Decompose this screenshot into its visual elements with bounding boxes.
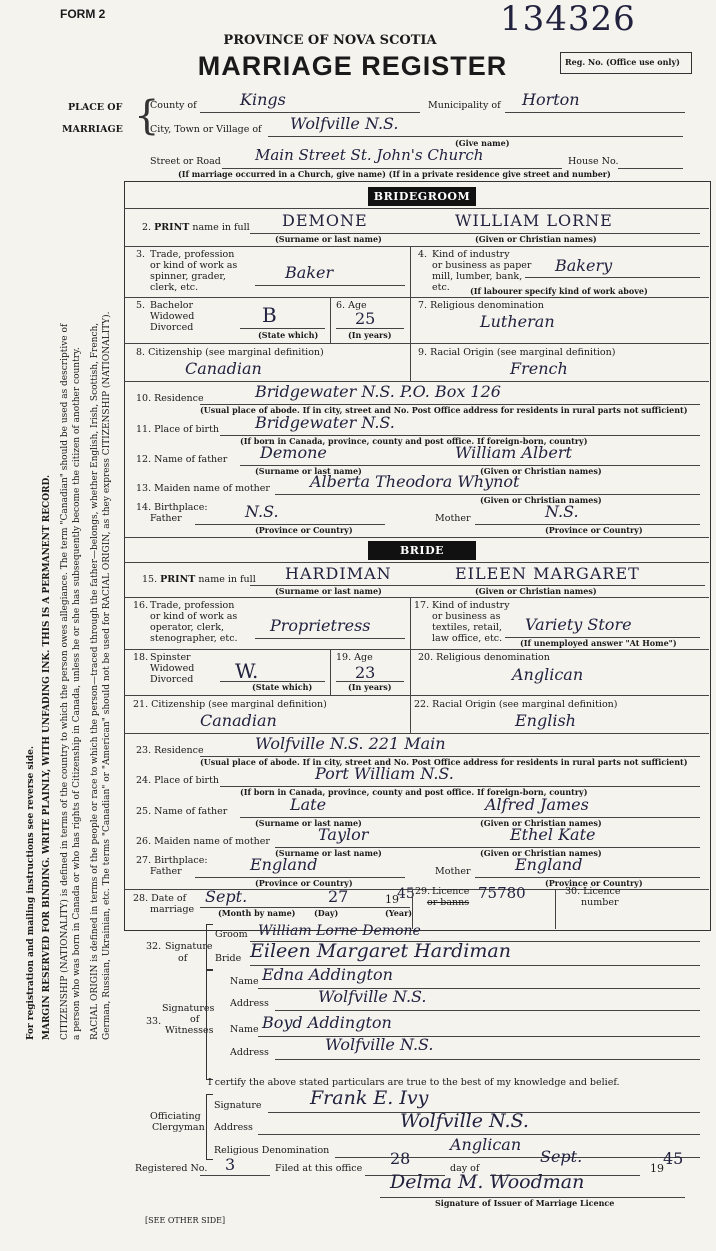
give-name-caption: (Give name)	[455, 138, 510, 148]
f2-label: 2. PRINT name in full	[142, 222, 250, 233]
bride-state-caption: (State which)	[252, 682, 313, 692]
groom-father-surname: Demone	[260, 443, 327, 462]
w1-address-label: Address	[230, 998, 269, 1009]
filed-year: 45	[663, 1149, 684, 1168]
groom-given: WILLIAM LORNE	[455, 211, 613, 230]
f16-l2: or kind of work as	[150, 611, 238, 622]
clergy-religion-label: Religious Denomination	[214, 1145, 330, 1156]
clergy-address: Wolfville N.S.	[400, 1110, 529, 1132]
f5-l2: Widowed	[150, 311, 195, 322]
bride-trade: Proprietress	[270, 616, 371, 635]
city-value: Wolfville N.S.	[290, 114, 399, 133]
clergy-address-label: Address	[214, 1122, 253, 1133]
f7-label: 7. Religious denomination	[418, 300, 544, 311]
witness1-address: Wolfville N.S.	[318, 987, 427, 1006]
marriage-day: 27	[328, 887, 349, 906]
bride-father-surname: Late	[290, 795, 327, 814]
f14-label: 14. Birthplace:	[136, 502, 208, 513]
f4-no: 4.	[418, 249, 428, 260]
place-label-2: MARRIAGE	[62, 124, 123, 135]
bride-father-surname-caption: (Surname or last name)	[255, 818, 362, 828]
bride-bar: BRIDE	[368, 541, 476, 560]
f18-l2: Widowed	[150, 663, 195, 674]
bride-racial: English	[515, 711, 576, 730]
father-surname-caption: (Surname or last name)	[255, 466, 362, 476]
groom-age-caption: (In years)	[348, 330, 392, 340]
groom-status: B	[262, 303, 277, 327]
f4-l1: Kind of industry	[432, 249, 510, 260]
f18-l3: Divorced	[150, 674, 194, 685]
bride-status: W.	[235, 659, 259, 683]
f10-label: 10. Residence	[136, 393, 204, 404]
bride-given-caption: (Given or Christian names)	[475, 586, 597, 596]
f17-l2: or business as	[432, 611, 501, 622]
groom-age: 25	[355, 309, 376, 328]
marriage-year-prefix: 19	[385, 893, 399, 906]
clergy-sig-label: Signature	[214, 1100, 262, 1111]
groom-father-birthplace: N.S.	[245, 502, 279, 521]
f17-no: 17.	[414, 600, 430, 611]
bride-age-caption: (In years)	[348, 682, 392, 692]
birthplace-caption: (If born in Canada, province, county and post office. If foreign-born, country)	[240, 436, 588, 446]
f27-mother-label: Mother	[435, 866, 471, 877]
day-caption: (Day)	[314, 908, 339, 918]
marriage-year: 45	[397, 886, 415, 902]
f16-l1: Trade, profession	[150, 600, 235, 611]
f5-l3: Divorced	[150, 322, 194, 333]
groom-birthplace: Bridgewater N.S.	[255, 413, 395, 432]
bride-father-given-caption: (Given or Christian names)	[480, 818, 602, 828]
f14-father-label: Father	[150, 513, 182, 524]
f27-father-label: Father	[150, 866, 182, 877]
f22-label: 22. Racial Origin (see marginal definition)	[414, 699, 618, 710]
bride-mother-given-caption: (Given or Christian names)	[480, 848, 602, 858]
county-value: Kings	[240, 90, 286, 109]
filed-day: 28	[390, 1149, 411, 1168]
f17-l4: law office, etc.	[432, 633, 503, 644]
f6-label: 6. Age	[336, 300, 367, 311]
margin-line-1: For registration and mailing instructions see reverse side.	[26, 745, 36, 1040]
municipality-value: Horton	[522, 90, 580, 109]
groom-surname: DEMONE	[282, 211, 368, 230]
f4-l2: or business as paper	[432, 260, 532, 271]
f21-label: 21. Citizenship (see marginal definition)	[133, 699, 327, 710]
page-title: MARRIAGE REGISTER	[197, 51, 508, 81]
county-label: County of	[150, 100, 197, 111]
filed-label: Filed at this office	[275, 1163, 363, 1174]
f12-label: 12. Name of father	[136, 454, 228, 465]
bride-surname-caption: (Surname or last name)	[275, 586, 382, 596]
licence-value: 75780	[478, 884, 526, 902]
witness2-name: Boyd Addington	[262, 1013, 392, 1032]
groom-citizenship: Canadian	[185, 359, 262, 378]
f3-l3: spinner, grader,	[150, 271, 226, 282]
house-label: House No.	[568, 156, 619, 167]
f33-l2: of	[190, 1014, 200, 1025]
bride-sig-label: Bride	[215, 953, 242, 964]
filed-year-prefix: 19	[650, 1162, 664, 1175]
f32-of: of	[178, 953, 188, 964]
margin-line-2: MARGIN RESERVED FOR BINDING. WRITE PLAINLY, WITH UNFADING INK. THIS IS A PERMANENT RECORD.	[42, 474, 52, 1040]
f3-l2: or kind of work as	[150, 260, 238, 271]
f15-label: 15. PRINT name in full	[142, 574, 256, 585]
officiating-label-2: Clergyman	[152, 1122, 205, 1133]
f3-l4: clerk, etc.	[150, 282, 199, 293]
bride-industry: Variety Store	[525, 615, 632, 634]
groom-trade: Baker	[285, 263, 334, 282]
groom-surname-caption: (Surname or last name)	[275, 234, 382, 244]
bride-surname: HARDIMAN	[285, 564, 392, 583]
f18-no: 18.	[133, 652, 149, 663]
certify-text: I certify the above stated particulars are true to the best of my knowledge and belief.	[208, 1077, 620, 1088]
issuer-signature: Delma M. Woodman	[390, 1171, 585, 1193]
registered-number: 3	[225, 1155, 236, 1174]
f32-label: Signature	[165, 941, 213, 952]
margin-line-6: German, Russian, Ukrainian, etc. The terms "Canadian" or "American" should not be used for RACIAL ORIGIN, as they express CITIZENSHIP (NATIONALITY).	[102, 311, 112, 1040]
mother-given-caption: (Given or Christian names)	[480, 495, 602, 505]
groom-residence: Bridgewater N.S. P.O. Box 126	[255, 382, 501, 401]
bride-birthplace-caption: (If born in Canada, province, county and post office. If foreign-born, country)	[240, 787, 588, 797]
clergy-signature: Frank E. Ivy	[310, 1087, 429, 1109]
f4-l4: etc.	[432, 282, 450, 293]
f30-label-2: number	[581, 897, 619, 908]
witness-bracket	[206, 970, 213, 1080]
registration-number: 134326	[500, 0, 636, 39]
bride-father-given: Alfred James	[485, 795, 589, 814]
f33-no: 33.	[146, 1016, 162, 1027]
margin-line-3: CITIZENSHIP (NATIONALITY) is defined in terms of the country to which the person owes allegiance. The term "Canadian" should be used as descriptive of	[60, 323, 70, 1040]
bride-age: 23	[355, 663, 376, 682]
f28-label-1: 28. Date of	[133, 893, 187, 904]
groom-racial: French	[510, 359, 568, 378]
f29-label: Licence	[432, 886, 470, 897]
f11-label: 11. Place of birth	[136, 424, 220, 435]
f32-no: 32.	[146, 941, 162, 952]
groom-father-given: William Albert	[455, 443, 572, 462]
place-caption: (If marriage occurred in a Church, give name) (If in a private residence give street and number)	[178, 169, 611, 179]
form-number: FORM 2	[60, 7, 106, 21]
bride-birthplace: Port William N.S.	[315, 764, 454, 783]
street-label: Street or Road	[150, 156, 221, 167]
witness1-name: Edna Addington	[262, 965, 393, 984]
father-given-caption: (Given or Christian names)	[480, 466, 602, 476]
street-value: Main Street St. John's Church	[255, 146, 484, 164]
groom-sig-label: Groom	[215, 929, 248, 940]
f25-label: 25. Name of father	[136, 806, 228, 817]
f29-no: 29.	[415, 886, 431, 897]
f29-sublabel: or banns	[427, 897, 470, 908]
f4-caption: (If labourer specify kind of work above)	[470, 286, 648, 296]
place-brace: {	[134, 93, 160, 139]
bride-religion: Anglican	[512, 665, 584, 684]
witness2-address: Wolfville N.S.	[325, 1035, 434, 1054]
f8-label: 8. Citizenship (see marginal definition)	[136, 347, 324, 358]
groom-mother-name: Alberta Theodora Whynot	[310, 472, 520, 491]
day-of-label: day of	[450, 1163, 480, 1174]
f20-label: 20. Religious denomination	[418, 652, 550, 663]
f30-label-1: 30. Licence	[565, 886, 621, 897]
f16-no: 16.	[133, 600, 149, 611]
residence-caption: (Usual place of abode. If in city, street and No. Post Office address for residents in rural parts not sufficient)	[200, 405, 688, 415]
month-caption: (Month by name)	[218, 908, 296, 918]
f18-l1: Spinster	[150, 652, 191, 663]
f27-label: 27. Birthplace:	[136, 855, 208, 866]
bride-citizenship: Canadian	[200, 711, 277, 730]
f33-l3: Witnesses	[165, 1025, 214, 1036]
groom-industry: Bakery	[555, 256, 613, 275]
groom-religion: Lutheran	[480, 312, 555, 331]
f17-l3: textiles, retail,	[432, 622, 502, 633]
f5-l1: Bachelor	[150, 300, 194, 311]
province-heading: PROVINCE OF NOVA SCOTIA	[223, 33, 437, 48]
f14-mother-label: Mother	[435, 513, 471, 524]
w1-name-label: Name	[230, 976, 259, 987]
f14-father-caption: (Province or Country)	[255, 525, 353, 535]
f24-label: 24. Place of birth	[136, 775, 220, 786]
bride-mother-birthplace: England	[515, 855, 583, 874]
f27-mother-caption: (Province or Country)	[545, 878, 643, 888]
see-other-side: [SEE OTHER SIDE]	[145, 1216, 226, 1225]
issuer-caption: Signature of Issuer of Marriage Licence	[435, 1198, 615, 1208]
year-caption: (Year)	[385, 908, 413, 918]
margin-line-5: RACIAL ORIGIN is defined in terms of the people or race to which the person—traced through the father—belongs, whether English, Irish, Scottish, French,	[90, 322, 100, 1040]
reg-no-box	[560, 52, 692, 74]
registered-label: Registered No.	[135, 1163, 208, 1174]
f16-l3: operator, clerk,	[150, 622, 225, 633]
f33-l1: Signatures	[162, 1003, 215, 1014]
w2-address-label: Address	[230, 1047, 269, 1058]
f26-label: 26. Maiden name of mother	[136, 836, 270, 847]
groom-signature: William Lorne Demone	[258, 923, 421, 939]
f17-l1: Kind of industry	[432, 600, 510, 611]
sig-bracket	[206, 924, 213, 970]
f28-label-2: marriage	[150, 904, 195, 915]
officiating-label-1: Officiating	[150, 1111, 201, 1122]
bride-signature: Eileen Margaret Hardiman	[250, 940, 511, 962]
bridegroom-bar: BRIDEGROOM	[368, 187, 476, 206]
f13-label: 13. Maiden name of mother	[136, 483, 270, 494]
f9-label: 9. Racial Origin (see marginal definition)	[418, 347, 616, 358]
f27-father-caption: (Province or Country)	[255, 878, 353, 888]
groom-given-caption: (Given or Christian names)	[475, 234, 597, 244]
f4-l3: mill, lumber, bank,	[432, 271, 523, 282]
marriage-month: Sept.	[205, 887, 248, 906]
f5-no: 5.	[136, 300, 146, 311]
f19-label: 19. Age	[336, 652, 373, 663]
bride-given: EILEEN MARGARET	[455, 564, 640, 583]
f17-caption: (If unemployed answer "At Home")	[520, 638, 677, 648]
f16-l4: stenographer, etc.	[150, 633, 238, 644]
bride-father-birthplace: England	[250, 855, 318, 874]
bride-mother-given: Ethel Kate	[510, 825, 596, 844]
bride-mother-surname-caption: (Surname or last name)	[275, 848, 382, 858]
groom-mother-birthplace: N.S.	[545, 502, 579, 521]
f23-label: 23. Residence	[136, 745, 204, 756]
margin-line-4: a person who was born in Canada or who has rights of Citizenship in Canada, unless he or she has subsequently become the citizen of another country.	[72, 347, 82, 1040]
bride-residence: Wolfville N.S. 221 Main	[255, 734, 446, 753]
groom-state-caption: (State which)	[258, 330, 319, 340]
clergy-religion: Anglican	[450, 1135, 522, 1154]
f14-mother-caption: (Province or Country)	[545, 525, 643, 535]
filed-month: Sept.	[540, 1147, 583, 1166]
bride-mother-surname: Taylor	[318, 825, 369, 844]
reg-no-box-label: Reg. No. (Office use only)	[565, 57, 680, 67]
f3-l1: Trade, profession	[150, 249, 235, 260]
clergy-bracket	[206, 1094, 213, 1160]
city-label: City, Town or Village of	[150, 124, 262, 135]
f3-no: 3.	[136, 249, 146, 260]
place-label-1: PLACE OF	[68, 102, 123, 113]
w2-name-label: Name	[230, 1024, 259, 1035]
municipality-label: Municipality of	[428, 100, 501, 111]
bride-residence-caption: (Usual place of abode. If in city, street and No. Post Office address for residents in rural parts not sufficient)	[200, 757, 688, 767]
